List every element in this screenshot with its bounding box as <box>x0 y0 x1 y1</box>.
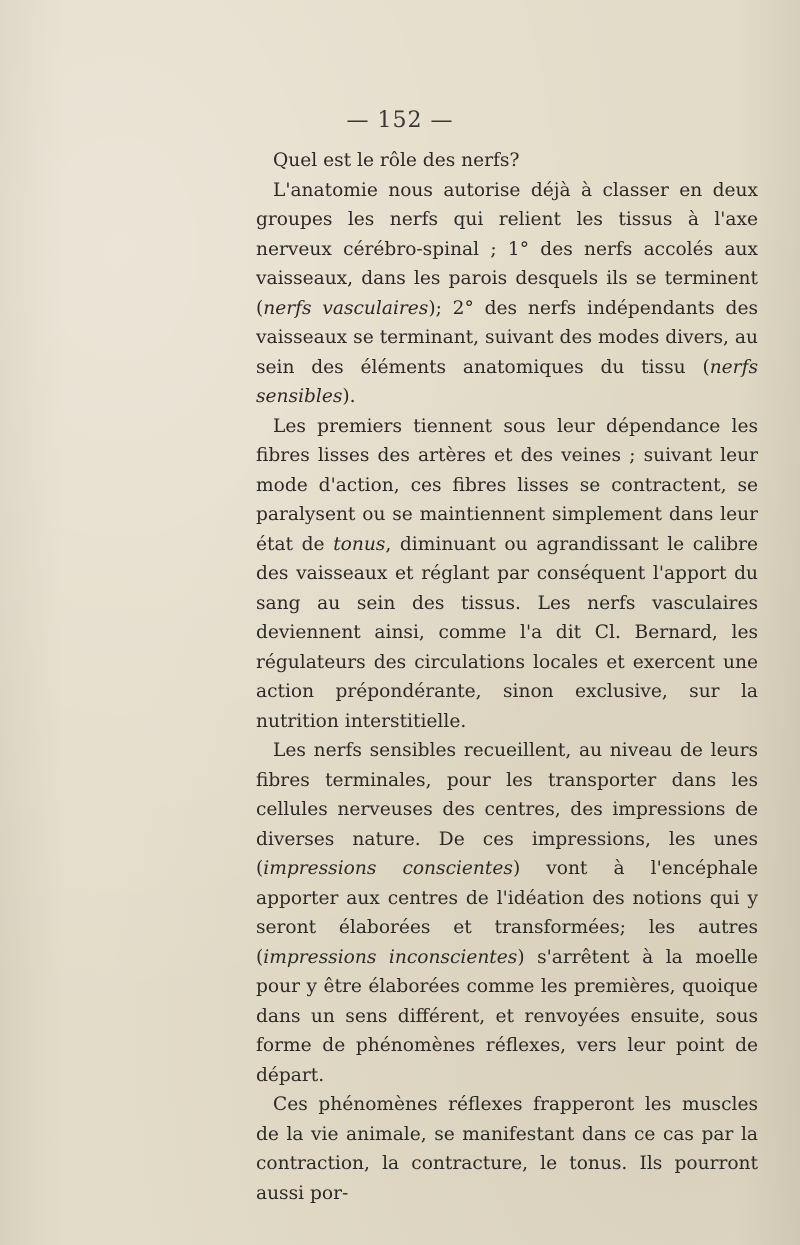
italic-text: impressions inconscientes <box>263 946 518 968</box>
paragraph <box>256 736 758 1090</box>
italic-text: tonus <box>333 533 386 555</box>
text-segment: L'anatomie nous autorise déjà à classer en deux groupes les nerfs qui relient les tissus à l'axe nerveux cérébro-spinal ; 1° des nerfs accolés aux vaisseaux, dans les parois desquels ils se terminent ( <box>256 179 758 319</box>
paragraph <box>256 146 758 176</box>
text-segment: ); 2° des nerfs indépendants des vaisseaux se terminant, suivant des modes divers, au sein des éléments anatomiques du tissu ( <box>256 297 758 378</box>
italic-text: impressions conscientes <box>263 858 513 879</box>
text-segment: ) vont à l'encéphale apporter aux centres de l'idéation des notions qui y seront élaborées et transformées; les autres ( <box>256 858 758 968</box>
text-segment: Quel est le rôle des nerfs? <box>273 150 520 171</box>
italic-text: nerfs sensibles <box>256 356 758 407</box>
paragraph <box>256 176 758 412</box>
paragraph <box>256 1090 758 1208</box>
page-number: — 152 — <box>346 108 454 133</box>
text-segment: Ces phénomènes réflexes frapperont les muscles de la vie animale, se manifestant dans ce cas par la contraction, la contracture, le tonus. Ils pourront aussi por- <box>256 1094 758 1204</box>
text-segment: Les nerfs sensibles recueillent, au niveau de leurs fibres terminales, pour les transporter dans les cellules nerveuses des centres, des impressions de diverses nature. De ces impressions, les unes ( <box>256 740 758 879</box>
text-segment: Les premiers tiennent sous leur dépendance les fibres lisses des artères et des veines ; suivant leur mode d'action, ces fibres lisses se contractent, se paralysent ou se maintiennent simplement dans leur état de <box>256 415 758 555</box>
text-segment: ). <box>342 386 356 407</box>
text-segment: , diminuant ou agrandissant le calibre des vaisseaux et réglant par conséquent l'apport du sang au sein des tissus. Les nerfs vasculaires deviennent ainsi, comme l'a dit Cl. Bernard, les régulateurs des circulations locales et exercent une action prépondérante, sinon exclusive, sur la nutrition interstitielle. <box>256 533 758 732</box>
body-text <box>256 146 758 1208</box>
paragraph <box>256 412 758 737</box>
text-segment: ) s'arrêtent à la moelle pour y être élaborées comme les premières, quoique dans un sens différent, et renvoyées ensuite, sous forme de phénomènes réflexes, vers leur point de départ. <box>256 946 758 1086</box>
italic-text: nerfs vasculaires <box>263 297 429 319</box>
